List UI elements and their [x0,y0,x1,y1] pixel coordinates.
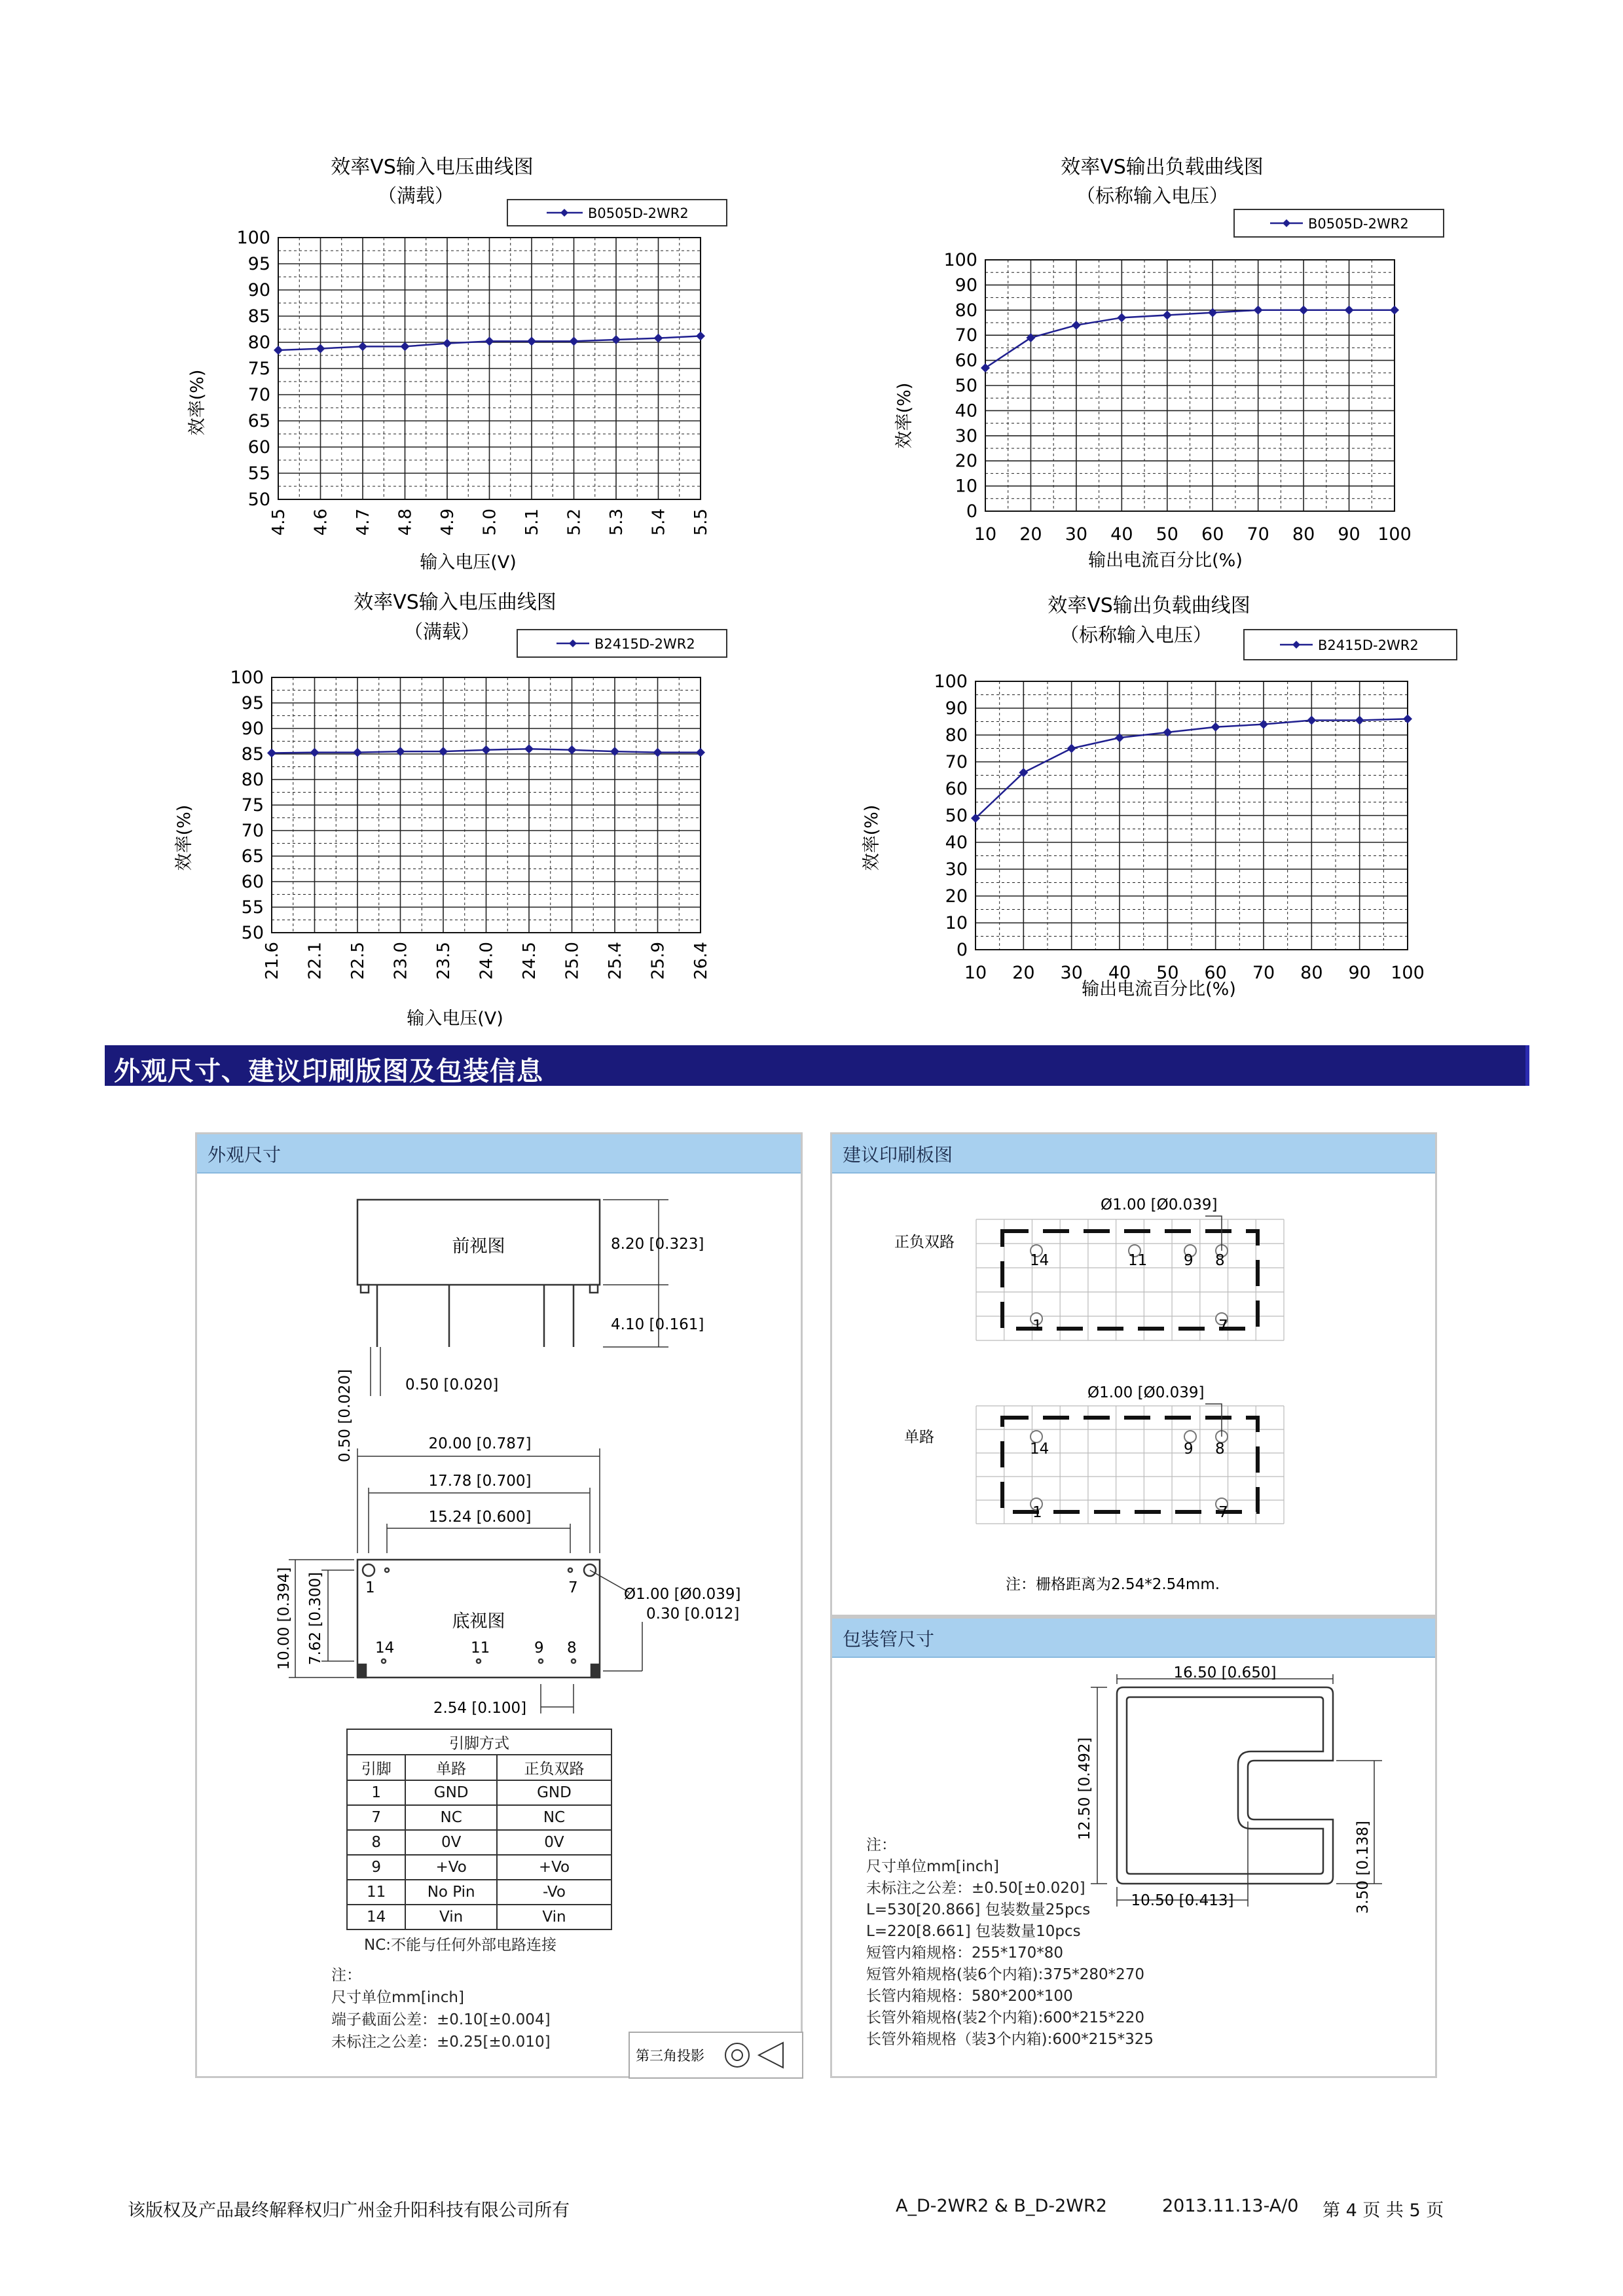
y-tick-label: 50 [955,376,977,396]
y-tick-label: 60 [955,350,977,371]
x-tick-label: 20 [1019,524,1042,545]
x-tick-label: 60 [1204,963,1227,983]
grid-note: 注：栅格距离为2.54*2.54mm. [1006,1576,1220,1593]
table-cell: -Vo [497,1880,611,1905]
y-tick-label: 100 [236,228,270,248]
chart-efficiency-vs-input-voltage-b2415d [151,589,740,1041]
legend-label: B0505D-2WR2 [1308,216,1409,232]
y-tick-label: 60 [945,779,968,799]
y-tick-label: 80 [955,300,977,321]
data-point [1345,306,1354,315]
legend-label: B2415D-2WR2 [594,636,695,652]
section-header-bar [105,1045,1529,1086]
y-tick-label: 60 [247,437,270,457]
x-tick-label: 60 [1201,524,1224,545]
footer-date: 2013.11.13-A/0 [1162,2196,1299,2216]
pcb-drawing [832,1134,1439,1619]
pin-1-label: 1 [365,1579,375,1596]
dim-1778: 17.78 [0.700] [428,1473,532,1490]
pin-9-label: 9 [534,1640,544,1657]
y-tick-label: 90 [955,275,977,296]
y-tick-label: 65 [241,846,264,867]
front-view [357,1200,668,1396]
dim-254: 2.54 [0.100] [433,1700,527,1717]
x-tick-label: 21.6 [263,942,282,980]
x-tick-label: 5.4 [649,509,669,536]
pin-7: 7 [1218,1504,1228,1521]
x-axis-label: 输入电压(V) [407,1009,503,1029]
chart-legend [1234,209,1444,237]
data-point [1403,714,1412,723]
panel-title: 建议印刷板图 [843,1144,953,1166]
data-point [310,748,319,757]
chart-legend [507,200,727,226]
outline-notes [331,1964,551,2053]
x-tick-label: 5.1 [522,509,542,536]
x-tick-label: 100 [1377,524,1412,545]
x-tick-label: 70 [1252,963,1275,983]
table-cell: GND [497,1780,611,1805]
note-line: 注： [866,1837,896,1854]
data-point [696,331,705,340]
table-cell: 7 [347,1805,405,1830]
pin-1: 1 [1032,1318,1042,1335]
y-tick-label: 65 [247,411,270,431]
dim-1524: 15.24 [0.600] [428,1509,532,1526]
y-tick-label: 85 [241,744,264,764]
x-tick-label: 5.3 [607,509,627,536]
y-tick-label: 10 [945,913,968,933]
note-line: 端子截面公差：±0.10[±0.004] [331,2011,551,2028]
dim-1250: 12.50 [0.492] [1076,1737,1093,1840]
dim-1000: 10.00 [0.394] [276,1567,293,1670]
chart-legend [1244,630,1457,660]
pin-7-label: 7 [568,1579,578,1596]
x-tick-label: 24.0 [477,942,497,980]
single-output-label: 单路 [904,1429,934,1446]
data-point [439,747,448,756]
bottom-view-label: 底视图 [452,1611,505,1632]
data-point [353,748,362,757]
y-tick-label: 50 [241,923,264,943]
x-tick-label: 24.5 [520,942,539,980]
x-tick-label: 50 [1156,963,1179,983]
x-axis-label: 输入电压(V) [420,552,517,573]
y-tick-label: 95 [241,693,264,713]
data-point [527,336,536,346]
table-row [347,1830,611,1855]
dim-030: 0.30 [0.012] [646,1605,740,1623]
y-tick-label: 40 [955,401,977,422]
pin-table-caption: 引脚方式 [347,1729,611,1755]
chart-title: 效率VS输入电压曲线图 [354,591,556,614]
data-point [1117,313,1126,322]
dim-pin-410: 4.10 [0.161] [611,1316,704,1333]
data-point [267,748,276,757]
y-tick-label: 95 [247,254,270,274]
data-point [1072,321,1081,330]
data-point [396,747,405,756]
data-point [1163,310,1172,319]
y-tick-label: 75 [241,795,264,816]
note-line: 尺寸单位mm[inch] [866,1858,999,1875]
chart-efficiency-vs-input-voltage-b0505d [151,154,740,586]
data-point [316,344,325,353]
x-tick-label: 23.5 [434,942,454,980]
note-line: 长管外箱规格（装3个内箱):600*215*325 [866,2031,1154,2048]
y-tick-label: 40 [945,833,968,853]
table-cell: 9 [347,1855,405,1880]
pin-8: 8 [1215,1441,1225,1458]
x-tick-label: 30 [1065,524,1088,545]
y-tick-label: 100 [943,250,977,270]
y-tick-label: 20 [955,451,977,472]
data-point [274,346,283,355]
x-tick-label: 50 [1156,524,1178,545]
legend-label: B0505D-2WR2 [588,206,689,221]
y-tick-label: 70 [241,821,264,841]
data-point [1259,720,1268,729]
outline-dimensions-panel [195,1132,803,2078]
y-tick-label: 90 [247,280,270,300]
table-cell: Vin [405,1905,497,1929]
footer-doc-id: A_D-2WR2 & B_D-2WR2 [896,2196,1107,2216]
table-cell: NC [405,1805,497,1830]
data-point [1026,333,1035,342]
x-tick-label: 23.0 [391,942,411,980]
chart-subtitle: （满载） [377,185,454,207]
table-cell: 8 [347,1830,405,1855]
data-point [524,744,534,753]
pin-14: 14 [1030,1252,1049,1269]
nc-note: NC:不能与任何外部电路连接 [364,1937,557,1954]
x-tick-label: 5.5 [691,509,711,536]
pcb-layout-panel [830,1132,1437,1617]
table-row [347,1855,611,1880]
table-cell: +Vo [405,1855,497,1880]
data-point [443,339,452,348]
data-point [1390,306,1399,315]
table-cell: +Vo [497,1855,611,1880]
data-point [696,748,705,757]
data-point [401,342,410,351]
x-tick-label: 80 [1292,524,1315,545]
table-row [347,1780,611,1805]
x-tick-label: 90 [1348,963,1371,983]
x-tick-label: 80 [1300,963,1323,983]
pin-8: 8 [1215,1252,1225,1269]
x-tick-label: 20 [1012,963,1035,983]
table-cell: GND [405,1780,497,1805]
y-tick-label: 0 [966,501,977,522]
x-axis-label: 输出电流百分比(%) [1082,979,1236,999]
chart-efficiency-vs-load-b0505d [864,154,1467,586]
pin-table-header: 引脚 [347,1755,405,1780]
x-tick-label: 40 [1110,524,1133,545]
dim-height-820: 8.20 [0.323] [611,1236,704,1253]
dim-1650: 16.50 [0.650] [1173,1664,1277,1681]
table-row [347,1805,611,1830]
data-point [611,335,621,344]
x-tick-label: 4.6 [311,509,331,536]
y-tick-label: 90 [945,698,968,719]
y-tick-label: 85 [247,306,270,327]
table-row [347,1905,611,1929]
dim-1050: 10.50 [0.413] [1131,1892,1234,1909]
chart-title: 效率VS输入电压曲线图 [331,156,534,179]
table-row [347,1880,611,1905]
note-line: L=530[20.866] 包装数量25pcs [866,1901,1091,1918]
data-point [981,363,990,372]
table-cell: 0V [497,1830,611,1855]
data-point [1067,744,1076,753]
footer-copyright: 该版权及产品最终解释权归广州金升阳科技有限公司所有 [128,2200,570,2221]
pin-11-label: 11 [471,1640,490,1657]
x-tick-label: 70 [1247,524,1269,545]
y-tick-label: 100 [230,668,264,688]
data-point [568,745,577,755]
note-line: 注： [331,1967,361,1984]
section-title: 外观尺寸、建议印刷版图及包装信息 [114,1056,543,1086]
y-tick-label: 10 [955,476,977,497]
x-tick-label: 10 [964,963,987,983]
note-line: 短管外箱规格(装6个内箱):375*280*270 [866,1966,1145,1983]
x-tick-label: 30 [1060,963,1083,983]
data-point [485,336,494,346]
table-cell: No Pin [405,1880,497,1905]
x-tick-label: 26.4 [691,942,711,980]
table-cell: NC [497,1805,611,1830]
panel-title: 外观尺寸 [208,1144,282,1166]
chart-title: 效率VS输出负载曲线图 [1061,156,1264,179]
footer-page: 第 4 页 共 5 页 [1322,2200,1444,2221]
pin-1: 1 [1032,1504,1042,1521]
y-tick-label: 90 [241,719,264,739]
dim-hole: Ø1.00 [Ø0.039] [624,1586,741,1603]
y-tick-label: 70 [955,325,977,346]
data-point [654,334,663,343]
data-point [610,747,619,756]
pin-11: 11 [1128,1252,1148,1269]
pin-9: 9 [1184,1441,1194,1458]
y-tick-label: 0 [956,940,968,960]
y-tick-label: 50 [247,490,270,510]
y-tick-label: 50 [945,806,968,826]
y-tick-label: 55 [241,897,264,918]
chart-efficiency-vs-load-b2415d [851,592,1480,1044]
y-tick-label: 70 [945,752,968,772]
dim-pin-050-v: 0.50 [0.020] [337,1369,354,1463]
dim-350: 3.50 [0.138] [1355,1820,1372,1914]
x-tick-label: 10 [974,524,997,545]
table-cell: 11 [347,1880,405,1905]
pin-7: 7 [1218,1318,1228,1335]
y-tick-label: 30 [945,859,968,880]
note-line: 长管内箱规格：580*200*100 [866,1988,1073,2005]
table-cell: 1 [347,1780,405,1805]
note-line: 未标注之公差：±0.50[±0.020] [866,1880,1085,1897]
chart-title: 效率VS输出负载曲线图 [1048,594,1250,617]
data-point [1254,306,1263,315]
data-point [570,336,579,346]
y-tick-label: 20 [945,886,968,906]
chart-subtitle: （标称输入电压） [1076,185,1229,207]
x-tick-label: 22.5 [348,942,368,980]
projection-label: 第三角投影 [636,2048,704,2064]
x-tick-label: 90 [1338,524,1360,545]
x-tick-label: 22.1 [305,942,325,980]
table-cell: Vin [497,1905,611,1929]
table-cell: 14 [347,1905,405,1929]
pin-table-header: 单路 [405,1755,497,1780]
chart-subtitle: （标称输入电压） [1059,624,1213,646]
data-point [1163,728,1172,737]
pin-table-header: 正负双路 [497,1755,611,1780]
packing-notes [866,1835,1154,2051]
y-tick-label: 30 [955,425,977,446]
hole-dim-dual: Ø1.00 [Ø0.039] [1101,1196,1218,1213]
packing-tube-panel [830,1617,1437,2078]
note-line: 未标注之公差：±0.25[±0.010] [331,2034,551,2051]
chart-subtitle: （满载） [403,620,481,643]
dim-2000: 20.00 [0.787] [428,1435,532,1452]
data-point [482,745,491,755]
y-tick-label: 80 [247,332,270,353]
x-tick-label: 25.9 [648,942,668,980]
pin-8-label: 8 [567,1640,577,1657]
x-axis-label: 输出电流百分比(%) [1088,550,1243,571]
y-axis-label: 效率(%) [174,804,194,871]
x-tick-label: 4.7 [354,509,373,536]
y-tick-label: 75 [247,359,270,379]
y-tick-label: 60 [241,872,264,892]
chart-legend [517,630,727,657]
x-tick-label: 5.0 [480,509,500,536]
hole-dim-single: Ø1.00 [Ø0.039] [1087,1384,1205,1401]
x-tick-label: 4.8 [395,509,416,536]
data-point [1299,306,1308,315]
note-line: 短管内箱规格：255*170*80 [866,1945,1064,1962]
x-tick-label: 25.4 [606,942,625,980]
y-axis-label: 效率(%) [187,369,208,436]
pin-14: 14 [1030,1441,1049,1458]
note-line: 尺寸单位mm[inch] [331,1989,464,2006]
note-line: 长管外箱规格(装2个内箱):600*215*220 [866,2009,1145,2026]
y-tick-label: 70 [247,385,270,405]
table-cell: 0V [405,1830,497,1855]
pin-table [346,1729,612,1930]
data-point [358,342,367,351]
data-point [1208,308,1217,317]
x-tick-label: 100 [1391,963,1425,983]
pin-9: 9 [1184,1252,1194,1269]
dim-762: 7.62 [0.300] [307,1571,324,1666]
x-tick-label: 4.9 [438,509,458,536]
note-line: L=220[8.661] 包装数量10pcs [866,1923,1081,1940]
data-point [1307,715,1316,725]
x-tick-label: 40 [1108,963,1131,983]
y-tick-label: 80 [945,725,968,745]
x-tick-label: 25.0 [562,942,583,980]
front-view-label: 前视图 [452,1236,505,1257]
y-tick-label: 55 [247,463,270,484]
y-axis-label: 效率(%) [894,382,915,449]
x-tick-label: 5.2 [564,509,585,536]
y-tick-label: 100 [934,672,968,692]
data-point [1115,733,1124,742]
y-axis-label: 效率(%) [862,804,882,871]
dual-output-label: 正负双路 [894,1234,955,1251]
y-tick-label: 80 [241,770,264,790]
pin-14-label: 14 [375,1640,395,1657]
data-point [1211,723,1220,732]
dim-pin-050-h: 0.50 [0.020] [405,1376,499,1393]
legend-label: B2415D-2WR2 [1318,637,1419,653]
data-point [1355,715,1364,725]
x-tick-label: 4.5 [269,509,289,536]
panel-title: 包装管尺寸 [843,1628,935,1650]
data-point [653,748,663,757]
